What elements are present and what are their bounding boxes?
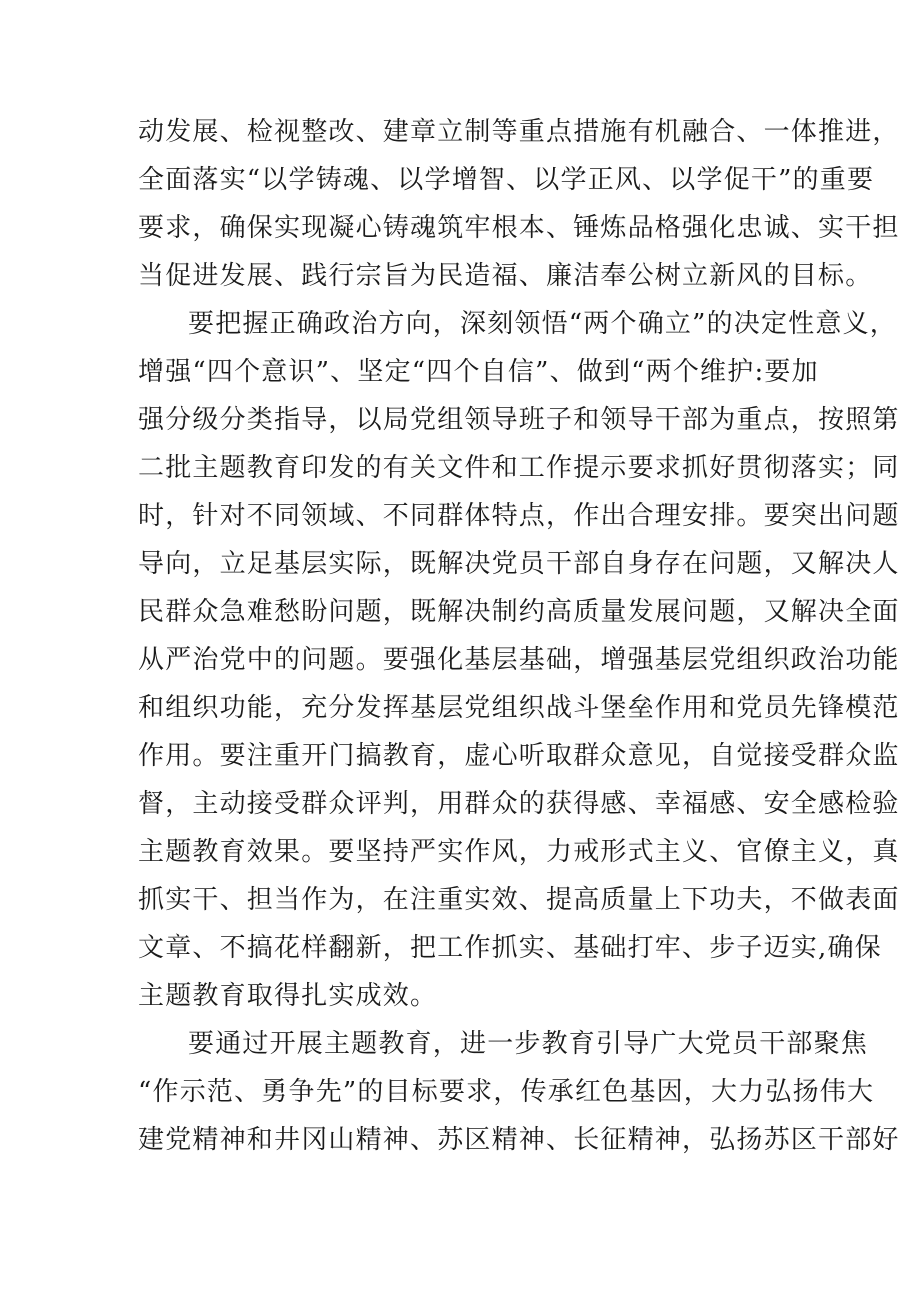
paragraph-2-line-3: 强分级分类指导，以局党组领导班子和领导干部为重点，按照第 bbox=[138, 405, 900, 435]
paragraph-2-line-14: 文章、不搞花样翻新，把工作抓实、基础打牢、步子迈实,确保 bbox=[138, 933, 882, 963]
paragraph-2-line-8: 从严治党中的问题。要强化基层基础，增强基层党组织政治功能 bbox=[138, 645, 900, 675]
paragraph-2-line-10: 作用。要注重开门搞教育，虚心听取群众意见，自觉接受群众监 bbox=[138, 741, 900, 771]
paragraph-1-line-1: 动发展、检视整改、建章立制等重点措施有机融合、一体推进， bbox=[138, 117, 900, 147]
paragraph-2-line-2: 增强“四个意识”、坚定“四个自信”、做到“两个维护:要加 bbox=[138, 357, 819, 387]
paragraph-2-line-1: 要把握正确政治方向，深刻领悟“两个确立”的决定性意义， bbox=[188, 309, 897, 339]
paragraph-2-line-15: 主题教育取得扎实成效。 bbox=[138, 981, 438, 1011]
paragraph-2-line-11: 督，主动接受群众评判，用群众的获得感、幸福感、安全感检验 bbox=[138, 789, 900, 819]
paragraph-2-line-4: 二批主题教育印发的有关文件和工作提示要求抓好贯彻落实；同 bbox=[138, 453, 900, 483]
paragraph-1-line-3: 要求，确保实现凝心铸魂筑牢根本、锤炼品格强化忠诚、实干担 bbox=[138, 213, 900, 243]
paragraph-2-line-9: 和组织功能，充分发挥基层党组织战斗堡垒作用和党员先锋模范 bbox=[138, 693, 900, 723]
paragraph-2-line-6: 导向，立足基层实际，既解决党员干部自身存在问题，又解决人 bbox=[138, 549, 900, 579]
paragraph-3-line-1: 要通过开展主题教育，进一步教育引导广大党员干部聚焦 bbox=[188, 1029, 869, 1059]
paragraph-2-line-13: 抓实干、担当作为，在注重实效、提高质量上下功夫，不做表面 bbox=[138, 885, 900, 915]
paragraph-1-line-2: 全面落实“以学铸魂、以学增智、以学正风、以学促干”的重要 bbox=[138, 165, 875, 195]
paragraph-2-line-7: 民群众急难愁盼问题，既解决制约高质量发展问题，又解决全面 bbox=[138, 597, 900, 627]
paragraph-3-line-2: “作示范、勇争先”的目标要求，传承红色基因，大力弘扬伟大 bbox=[138, 1077, 875, 1107]
paragraph-2-line-12: 主题教育效果。要坚持严实作风，力戒形式主义、官僚主义，真 bbox=[138, 837, 900, 867]
paragraph-1-line-4: 当促进发展、践行宗旨为民造福、廉洁奉公树立新风的目标。 bbox=[138, 261, 873, 291]
paragraph-3-line-3: 建党精神和井冈山精神、苏区精神、长征精神，弘扬苏区干部好 bbox=[138, 1125, 900, 1155]
paragraph-2-line-5: 时，针对不同领域、不同群体特点，作出合理安排。要突出问题 bbox=[138, 501, 900, 531]
